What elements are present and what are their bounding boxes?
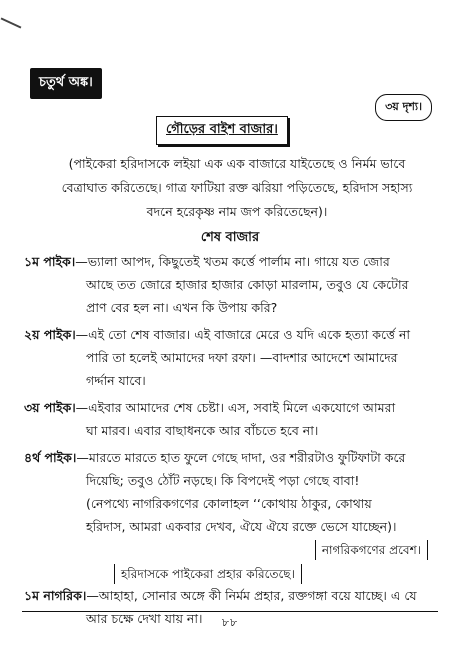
speaker-name: ২য় পাইক। [24,327,76,342]
scene-label: ৩য় দৃশ্য। [375,94,432,121]
dialogue-line: —এইবার আমাদের শেষ চেষ্টা। এস, সবাই মিলে একযোগে আমরা [75,400,396,415]
dialogue-line: ঘা মারব। এবার বাছাধনকে আর বাঁচতে হবে না। [86,423,319,438]
entry-note: নাগরিকগণের প্রবেশ। [315,540,428,560]
section-title: গৌড়ের বাইশ বাজার। [156,116,288,145]
dialogue [24,323,434,392]
dialogue-line: গর্দ্দান যাবে। [86,373,146,388]
dialogue [24,446,434,560]
dialogue-line: —আহাহা, সোনার অঙ্গে কী নির্মম প্রহার, রক্তগঙ্গা বয়ে যাচ্ছে। এ যে [86,588,417,603]
dialogue-line: পারি তা হলেই আমাদের দফা রফা। —বাদশার আদেশে আমাদের [86,350,398,365]
speaker-name: ৩য় পাইক। [24,400,76,415]
footer-rule [22,611,438,612]
dialogue-line: আর চক্ষে দেখা যায় না। [86,611,203,626]
dialogue [24,250,434,319]
attack-note: হরিদাসকে পাইকেরা প্রহার করিতেছে। [114,564,302,584]
dialogue-line: প্রাণ বের হল না। এখন কি উপায় করি? [86,300,278,315]
scan-mark [1,17,22,28]
dialogue [24,396,434,442]
dialogue-line: —ভ্যালা আপদ, কিছুতেই খতম কর্ত্তে পার্লাম না। গায়ে যত জোর [75,254,390,269]
stage-direction [44,152,430,224]
dialogue-line: আছে তত জোরে হাজার হাজার কোড়া মারলাম, তবুও যে কেটোর [86,277,409,292]
sub-heading: শেষ বাজার [200,230,260,245]
dialogue-list [24,250,434,634]
offstage-line: হরিদাস, আমরা একবার দেখব, ঐযে ঐযে রক্তে ভেসে যাচ্ছেন)। [86,519,397,534]
offstage-line: (নেপথ্যে নাগরিকগণের কোলাহল ‘‘কোথায় ঠাকুর, কোথায় [86,496,372,511]
stage-direction-line: বেত্রাঘাত করিতেছে। গাত্র ফাটিয়া রক্ত ঝরিয়া পড়িতেছে, হরিদাস সহাস্য [61,180,413,195]
stage-direction-line: বদনে হরেকৃষ্ণ নাম জপ করিতেছেন)। [146,204,328,219]
act-label: চতুর্থ অঙ্ক। [30,68,102,99]
speaker-name: ১ম পাইক। [24,254,76,269]
speaker-name: ১ম নাগরিক। [24,588,87,603]
dialogue-line: দিয়েছি; তবুও ঠোঁট নড়ছে। কি বিপদেই পড়া গেছে বাবা! [86,473,360,488]
stage-direction-line: (পাইকেরা হরিদাসকে লইয়া এক এক বাজারে যাইতেছে ও নির্মম ভাবে [68,156,406,171]
speaker-name: ৪র্থ পাইক। [24,450,77,465]
dialogue-line: —মারতে মারতে হাত ফুলে গেছে দাদা, ওর শরীরটাও ফুটিফাটা করে [76,450,406,465]
dialogue-line: —এই তো শেষ বাজার। এই বাজারে মেরে ও যদি একে হত্যা কর্ত্তে না [75,327,411,342]
page-number: ৮৮ [221,616,239,629]
